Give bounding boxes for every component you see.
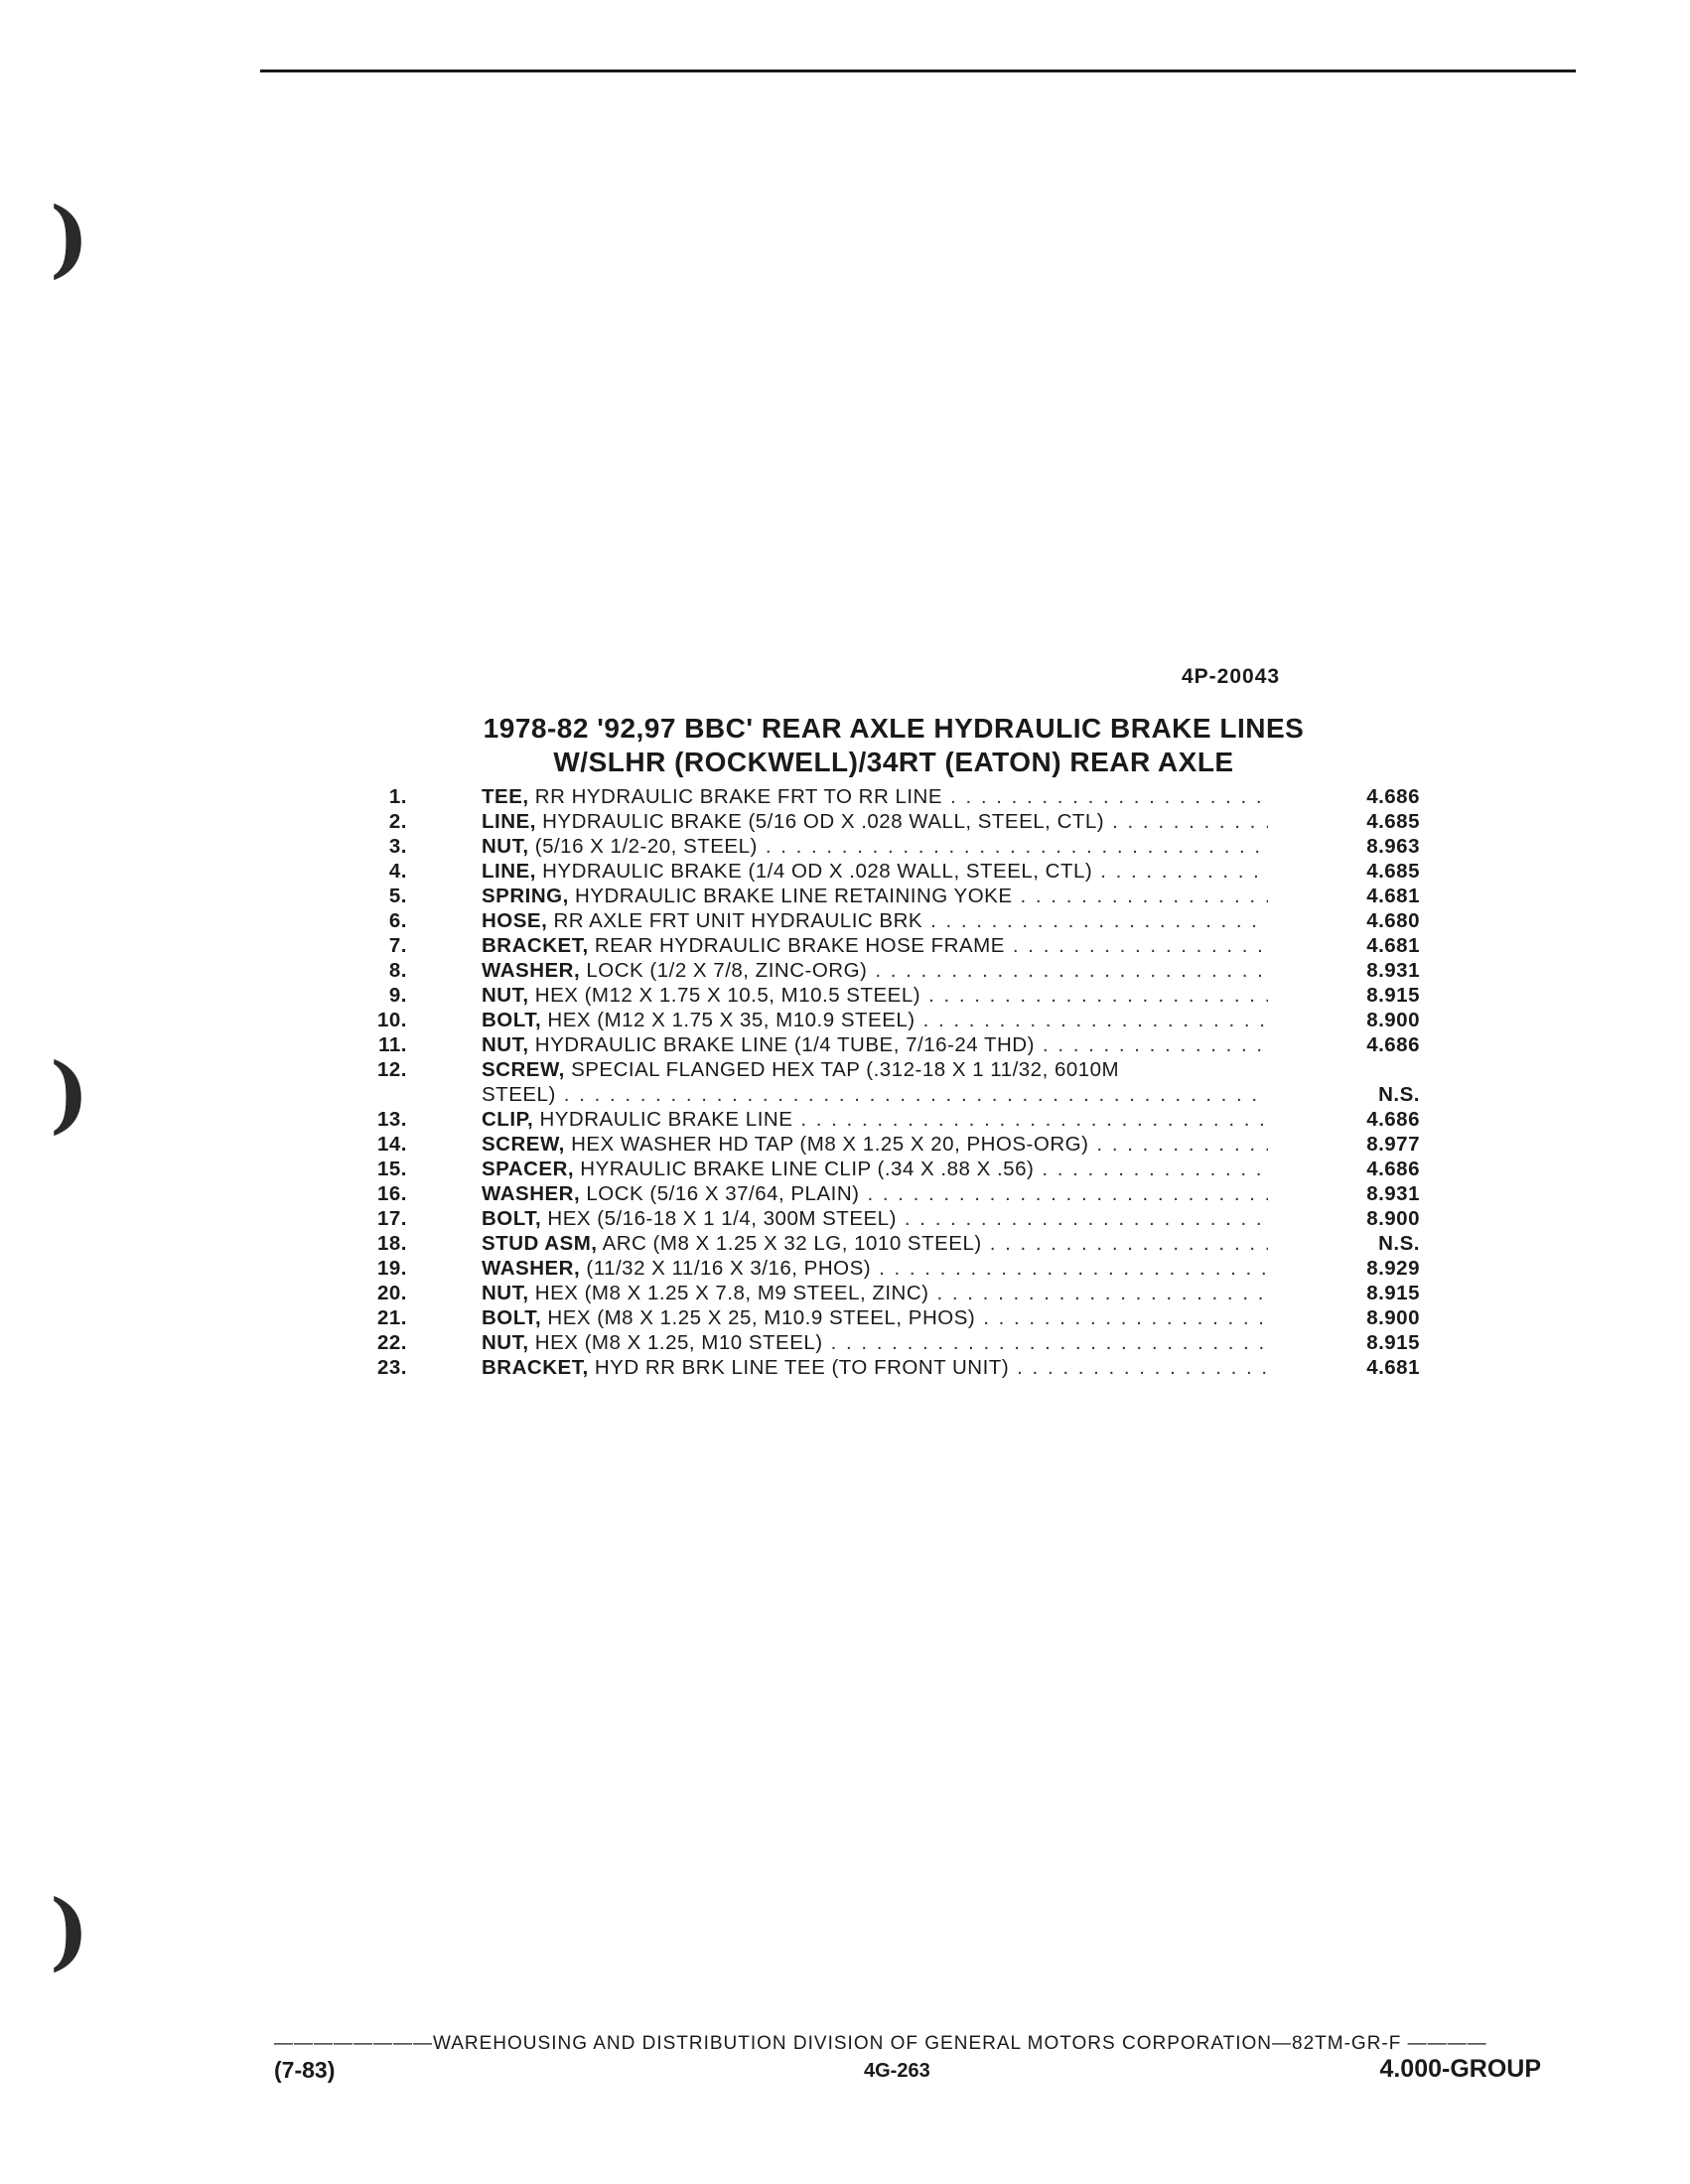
part-row	[357, 1008, 1420, 1032]
dot-leader	[1100, 859, 1268, 884]
part-description	[482, 1008, 1276, 1032]
part-description	[482, 1305, 1276, 1330]
part-row	[357, 1206, 1420, 1231]
part-description	[482, 809, 1276, 834]
part-name: NUT,	[482, 835, 529, 858]
dot-leader	[1112, 809, 1268, 834]
part-row	[357, 908, 1420, 933]
part-name: NUT,	[482, 1331, 529, 1354]
part-name: WASHER,	[482, 959, 581, 982]
part-number: 22.	[377, 1331, 407, 1354]
revision-date: (7-83)	[274, 2057, 336, 2083]
dot-leader	[1096, 1132, 1268, 1157]
part-spec: HYDRAULIC BRAKE (5/16 OD X .028 WALL, STEEL, CTL)	[535, 810, 1105, 833]
part-spec: REAR HYDRAULIC BRAKE HOSE FRAME	[588, 934, 1005, 957]
parts-list	[357, 784, 1420, 1380]
top-rule	[260, 69, 1576, 72]
group-code: N.S.	[1378, 1083, 1420, 1106]
part-row	[357, 1107, 1420, 1132]
dot-leader	[1043, 1032, 1268, 1057]
part-number: 4.	[388, 860, 407, 883]
group-number: 4.000-GROUP	[1379, 2055, 1541, 2083]
part-number: 23.	[377, 1356, 407, 1379]
part-description	[482, 1032, 1276, 1057]
publisher-line: ————————WAREHOUSING AND DISTRIBUTION DIVISION OF GENERAL MOTORS CORPORATION—82TM-GR-F ————	[274, 2033, 1487, 2054]
part-description	[482, 933, 1276, 958]
part-description	[482, 908, 1276, 933]
part-name: NUT,	[482, 1282, 529, 1304]
binder-hole-mark: )	[50, 1044, 89, 1143]
part-spec: HEX (M12 X 1.75 X 10.5, M10.5 STEEL)	[528, 984, 921, 1007]
part-spec: HEX (5/16-18 X 1 1/4, 300M STEEL)	[541, 1207, 897, 1230]
group-code: 8.900	[1366, 1306, 1420, 1329]
dot-leader	[950, 784, 1268, 809]
part-number: 12.	[377, 1058, 407, 1081]
part-number: 16.	[377, 1182, 407, 1205]
part-description	[482, 983, 1276, 1008]
dot-leader	[1042, 1157, 1268, 1181]
part-spec: ARC (M8 X 1.25 X 32 LG, 1010 STEEL)	[597, 1232, 982, 1255]
part-number: 18.	[377, 1232, 407, 1255]
part-spec: HYD RR BRK LINE TEE (TO FRONT UNIT)	[588, 1356, 1010, 1379]
part-name: SCREW,	[482, 1133, 565, 1156]
dot-leader	[879, 1256, 1268, 1281]
binder-hole-mark: )	[50, 1881, 89, 1979]
part-name: STUD ASM,	[482, 1232, 598, 1255]
part-number: 3.	[388, 835, 407, 858]
part-number: 5.	[388, 885, 407, 907]
part-spec: HYDRAULIC BRAKE (1/4 OD X .028 WALL, STEEL, CTL)	[535, 860, 1093, 883]
part-spec-continued: STEEL)	[482, 1083, 556, 1106]
part-name: BRACKET,	[482, 934, 589, 957]
part-row	[357, 1057, 1420, 1107]
part-spec: HYDRAULIC BRAKE LINE	[533, 1108, 793, 1131]
part-number: 1.	[388, 785, 407, 808]
part-row	[357, 933, 1420, 958]
part-number: 11.	[378, 1033, 407, 1056]
group-code: 8.915	[1366, 1331, 1420, 1354]
part-spec: HEX WASHER HD TAP (M8 X 1.25 X 20, PHOS-ORG)	[564, 1133, 1089, 1156]
group-code: 8.900	[1366, 1009, 1420, 1031]
dot-leader	[766, 834, 1268, 859]
part-description	[482, 1157, 1276, 1181]
part-name: HOSE,	[482, 909, 548, 932]
dot-leader	[800, 1107, 1268, 1132]
part-name: WASHER,	[482, 1182, 581, 1205]
part-spec: HEX (M8 X 1.25 X 25, M10.9 STEEL, PHOS)	[541, 1306, 976, 1329]
part-row	[357, 1281, 1420, 1305]
part-spec: LOCK (1/2 X 7/8, ZINC-ORG)	[580, 959, 868, 982]
group-code: 4.686	[1366, 785, 1420, 808]
binder-hole-mark: )	[50, 189, 89, 287]
dot-leader	[930, 908, 1268, 933]
group-code: 4.686	[1366, 1033, 1420, 1056]
part-name: BOLT,	[482, 1207, 542, 1230]
dot-leader	[831, 1330, 1268, 1355]
part-spec: (11/32 X 11/16 X 3/16, PHOS)	[580, 1257, 872, 1280]
part-description	[482, 859, 1276, 884]
part-row	[357, 1256, 1420, 1281]
part-description	[482, 1231, 1276, 1256]
part-description	[482, 1206, 1276, 1231]
group-code: 4.686	[1366, 1108, 1420, 1131]
part-number: 9.	[388, 984, 407, 1007]
part-number: 7.	[388, 934, 407, 957]
part-name: LINE,	[482, 810, 536, 833]
part-number: 14.	[377, 1133, 407, 1156]
group-code: 4.685	[1366, 860, 1420, 883]
dot-leader	[990, 1231, 1268, 1256]
page-title-line-1: 1978-82 '92,97 BBC' REAR AXLE HYDRAULIC BRAKE LINES	[483, 713, 1305, 744]
dot-leader	[905, 1206, 1268, 1231]
part-number: 10.	[377, 1009, 407, 1031]
group-code: 4.681	[1366, 934, 1420, 957]
part-name: BOLT,	[482, 1306, 542, 1329]
part-name: SPRING,	[482, 885, 569, 907]
part-description	[482, 1330, 1276, 1355]
part-name: BRACKET,	[482, 1356, 589, 1379]
dot-leader	[923, 1008, 1268, 1032]
group-code: N.S.	[1378, 1232, 1420, 1255]
part-description	[482, 958, 1276, 983]
part-row	[357, 983, 1420, 1008]
part-number: 15.	[377, 1158, 407, 1180]
group-code: 8.900	[1366, 1207, 1420, 1230]
part-name: TEE,	[482, 785, 529, 808]
part-name: WASHER,	[482, 1257, 581, 1280]
part-number: 6.	[388, 909, 407, 932]
part-spec: HEX (M8 X 1.25 X 7.8, M9 STEEL, ZINC)	[528, 1282, 929, 1304]
part-row	[357, 1181, 1420, 1206]
document-number: 4P-20043	[1182, 665, 1281, 688]
part-name: NUT,	[482, 1033, 529, 1056]
part-name: CLIP,	[482, 1108, 534, 1131]
page-number: 4G-263	[864, 2060, 930, 2082]
group-code: 4.686	[1366, 1158, 1420, 1180]
part-number: 13.	[377, 1108, 407, 1131]
part-row	[357, 784, 1420, 809]
part-name: LINE,	[482, 860, 536, 883]
part-spec: SPECIAL FLANGED HEX TAP (.312-18 X 1 11/32, 6010M	[564, 1058, 1120, 1081]
dot-leader	[1021, 884, 1268, 908]
dot-leader	[983, 1305, 1268, 1330]
part-description	[482, 1355, 1276, 1380]
part-spec: HEX (M8 X 1.25, M10 STEEL)	[528, 1331, 823, 1354]
part-row	[357, 1231, 1420, 1256]
dot-leader	[875, 958, 1268, 983]
part-description	[482, 1132, 1276, 1157]
group-code: 8.963	[1366, 835, 1420, 858]
part-spec: HYDRAULIC BRAKE LINE RETAINING YOKE	[568, 885, 1013, 907]
part-description	[482, 834, 1276, 859]
dot-leader	[928, 983, 1268, 1008]
part-description	[482, 1107, 1276, 1132]
part-row	[357, 1132, 1420, 1157]
part-row	[357, 809, 1420, 834]
part-spec: HYRAULIC BRAKE LINE CLIP (.34 X .88 X .56)	[574, 1158, 1035, 1180]
part-spec: LOCK (5/16 X 37/64, PLAIN)	[580, 1182, 860, 1205]
part-row	[357, 1032, 1420, 1057]
part-number: 17.	[377, 1207, 407, 1230]
part-row	[357, 1157, 1420, 1181]
part-spec: HYDRAULIC BRAKE LINE (1/4 TUBE, 7/16-24 THD)	[528, 1033, 1035, 1056]
part-description	[482, 1181, 1276, 1206]
part-spec: RR AXLE FRT UNIT HYDRAULIC BRK	[547, 909, 923, 932]
part-number: 21.	[377, 1306, 407, 1329]
part-number: 8.	[388, 959, 407, 982]
part-number: 2.	[388, 810, 407, 833]
part-row	[357, 834, 1420, 859]
part-description	[482, 884, 1276, 908]
part-row	[357, 1305, 1420, 1330]
part-name: SCREW,	[482, 1058, 565, 1081]
part-spec: (5/16 X 1/2-20, STEEL)	[528, 835, 758, 858]
dot-leader	[1017, 1355, 1268, 1380]
dot-leader	[867, 1181, 1268, 1206]
dot-leader	[564, 1082, 1268, 1107]
group-code: 4.685	[1366, 810, 1420, 833]
group-code: 4.681	[1366, 885, 1420, 907]
part-name: BOLT,	[482, 1009, 542, 1031]
part-description	[482, 1256, 1276, 1281]
part-spec: RR HYDRAULIC BRAKE FRT TO RR LINE	[528, 785, 943, 808]
part-name: SPACER,	[482, 1158, 575, 1180]
part-number: 19.	[377, 1257, 407, 1280]
group-code: 8.977	[1366, 1133, 1420, 1156]
group-code: 8.931	[1366, 959, 1420, 982]
part-spec: HEX (M12 X 1.75 X 35, M10.9 STEEL)	[541, 1009, 915, 1031]
part-row	[357, 1355, 1420, 1380]
group-code: 8.915	[1366, 1282, 1420, 1304]
page-title-line-2: W/SLHR (ROCKWELL)/34RT (EATON) REAR AXLE	[553, 747, 1234, 777]
part-number: 20.	[377, 1282, 407, 1304]
group-code: 8.929	[1366, 1257, 1420, 1280]
part-description	[482, 1057, 1276, 1107]
part-row	[357, 859, 1420, 884]
group-code: 4.681	[1366, 1356, 1420, 1379]
group-code: 4.680	[1366, 909, 1420, 932]
dot-leader	[937, 1281, 1269, 1305]
dot-leader	[1013, 933, 1268, 958]
part-row	[357, 884, 1420, 908]
part-row	[357, 958, 1420, 983]
part-description	[482, 784, 1276, 809]
part-description	[482, 1281, 1276, 1305]
part-row	[357, 1330, 1420, 1355]
group-code: 8.931	[1366, 1182, 1420, 1205]
group-code: 8.915	[1366, 984, 1420, 1007]
part-name: NUT,	[482, 984, 529, 1007]
